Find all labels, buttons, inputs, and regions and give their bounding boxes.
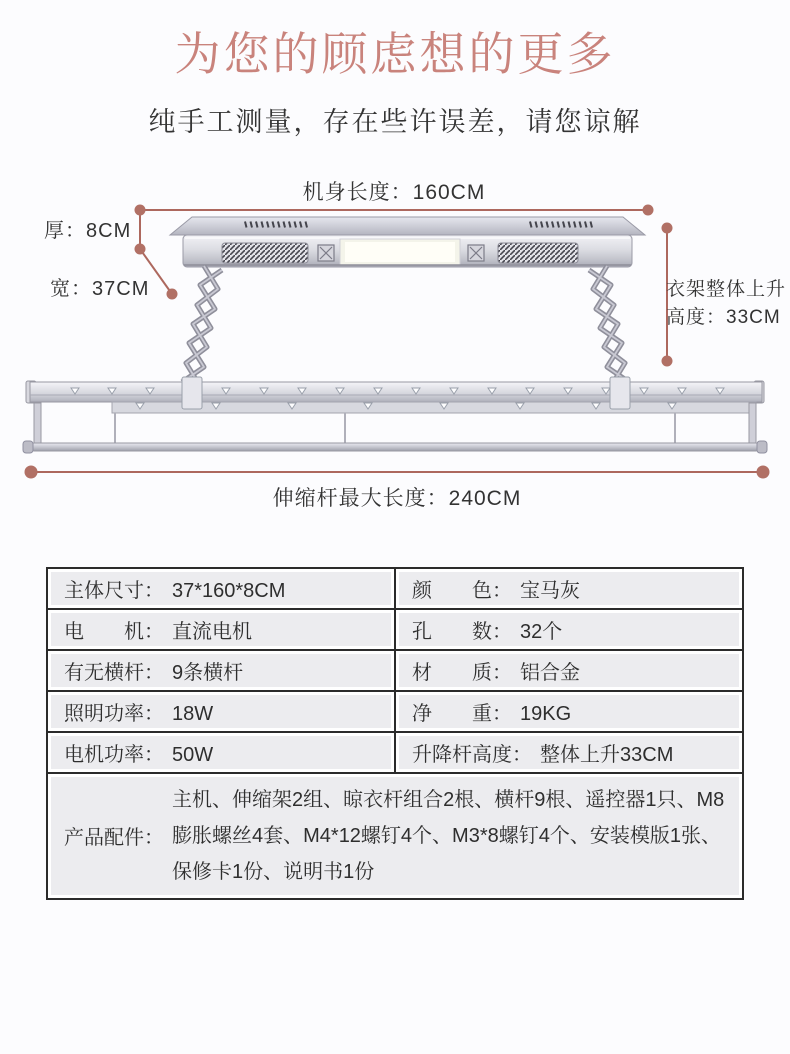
width-label: 宽：37CM xyxy=(50,277,150,300)
logo-mark-right xyxy=(468,245,484,261)
scissor-arm-left xyxy=(182,266,222,386)
product-detail-page xyxy=(0,26,790,1054)
arm-clamp-left xyxy=(182,377,202,409)
thickness-label: 厚：8CM xyxy=(44,219,132,242)
spec-value: 9条横杆 xyxy=(172,661,244,684)
spec-label: 电机功率： xyxy=(64,743,164,766)
drying-rod-assembly xyxy=(23,377,767,453)
spec-value: 19KG xyxy=(520,702,572,725)
spec-label: 照明功率： xyxy=(64,702,164,725)
logo-mark-left xyxy=(318,245,334,261)
spec-row-2 xyxy=(47,609,743,650)
spec-cell-lift-height xyxy=(395,732,743,773)
spec-row-5 xyxy=(47,732,743,773)
spec-row-accessories xyxy=(47,773,743,899)
spec-value: 37*160*8CM xyxy=(172,579,286,602)
max-length-label: 伸缩杆最大长度：240CM xyxy=(272,486,522,510)
spec-row-1 xyxy=(47,568,743,609)
page-title: 为您的顾虑想的更多 xyxy=(174,28,616,80)
spec-cell-light-power xyxy=(47,691,395,732)
right-vent-grille xyxy=(498,243,578,263)
spec-cell-motor xyxy=(47,609,395,650)
spec-cell-accessories xyxy=(47,773,743,899)
page-subtitle: 纯手工测量，存在些许误差，请您谅解 xyxy=(148,106,642,137)
accessories-label: 产品配件： xyxy=(64,827,164,849)
spec-value: 宝马灰 xyxy=(520,579,580,602)
bottom-rod xyxy=(30,443,760,451)
spec-cell-crossbars xyxy=(47,650,395,691)
main-rail xyxy=(30,382,762,402)
arm-clamp-right xyxy=(610,377,630,409)
spec-label: 材 质： xyxy=(412,661,512,684)
body-length-label: 机身长度：160CM xyxy=(302,180,486,204)
spec-row-4 xyxy=(47,691,743,732)
spec-label: 孔 数： xyxy=(412,620,512,643)
spec-cell-net-weight xyxy=(395,691,743,732)
secondary-rail xyxy=(112,402,756,413)
spec-value: 铝合金 xyxy=(520,661,580,684)
spec-label: 电 机： xyxy=(64,620,164,643)
spec-cell-material xyxy=(395,650,743,691)
scissor-arm-right xyxy=(589,266,629,386)
spec-value: 50W xyxy=(172,743,214,766)
rise-height-label-line1: 衣架整体上升 xyxy=(666,278,787,300)
spec-label: 升降杆高度： xyxy=(412,743,532,766)
rise-height-label-line2: 高度：33CM xyxy=(666,306,781,328)
spec-label: 主体尺寸： xyxy=(64,579,164,602)
spec-cell-hole-count xyxy=(395,609,743,650)
spec-value: 18W xyxy=(172,702,214,725)
spec-value: 整体上升33CM xyxy=(540,743,674,766)
machine-body xyxy=(170,217,645,267)
spec-label: 净 重： xyxy=(412,702,512,725)
spec-label: 颜 色： xyxy=(412,579,512,602)
spec-cell-color xyxy=(395,568,743,609)
spec-cell-motor-power xyxy=(47,732,395,773)
left-vent-grille xyxy=(222,243,308,263)
accessories-text: 主机、伸缩架2组、晾衣杆组合2根、横杆9根、遥控器1只、M8膨胀螺丝4套、M4*12螺钉4个、M3*8螺钉4个、安装模版1张、保修卡1份、说明书1份 xyxy=(172,788,725,883)
spec-value: 32个 xyxy=(520,620,563,643)
spec-cell-body-size xyxy=(47,568,395,609)
spec-value: 直流电机 xyxy=(172,620,252,643)
spec-label: 有无横杆： xyxy=(64,661,164,684)
spec-row-3 xyxy=(47,650,743,691)
led-light-panel xyxy=(340,239,460,265)
spec-table xyxy=(46,567,744,900)
product-diagram xyxy=(0,155,790,527)
